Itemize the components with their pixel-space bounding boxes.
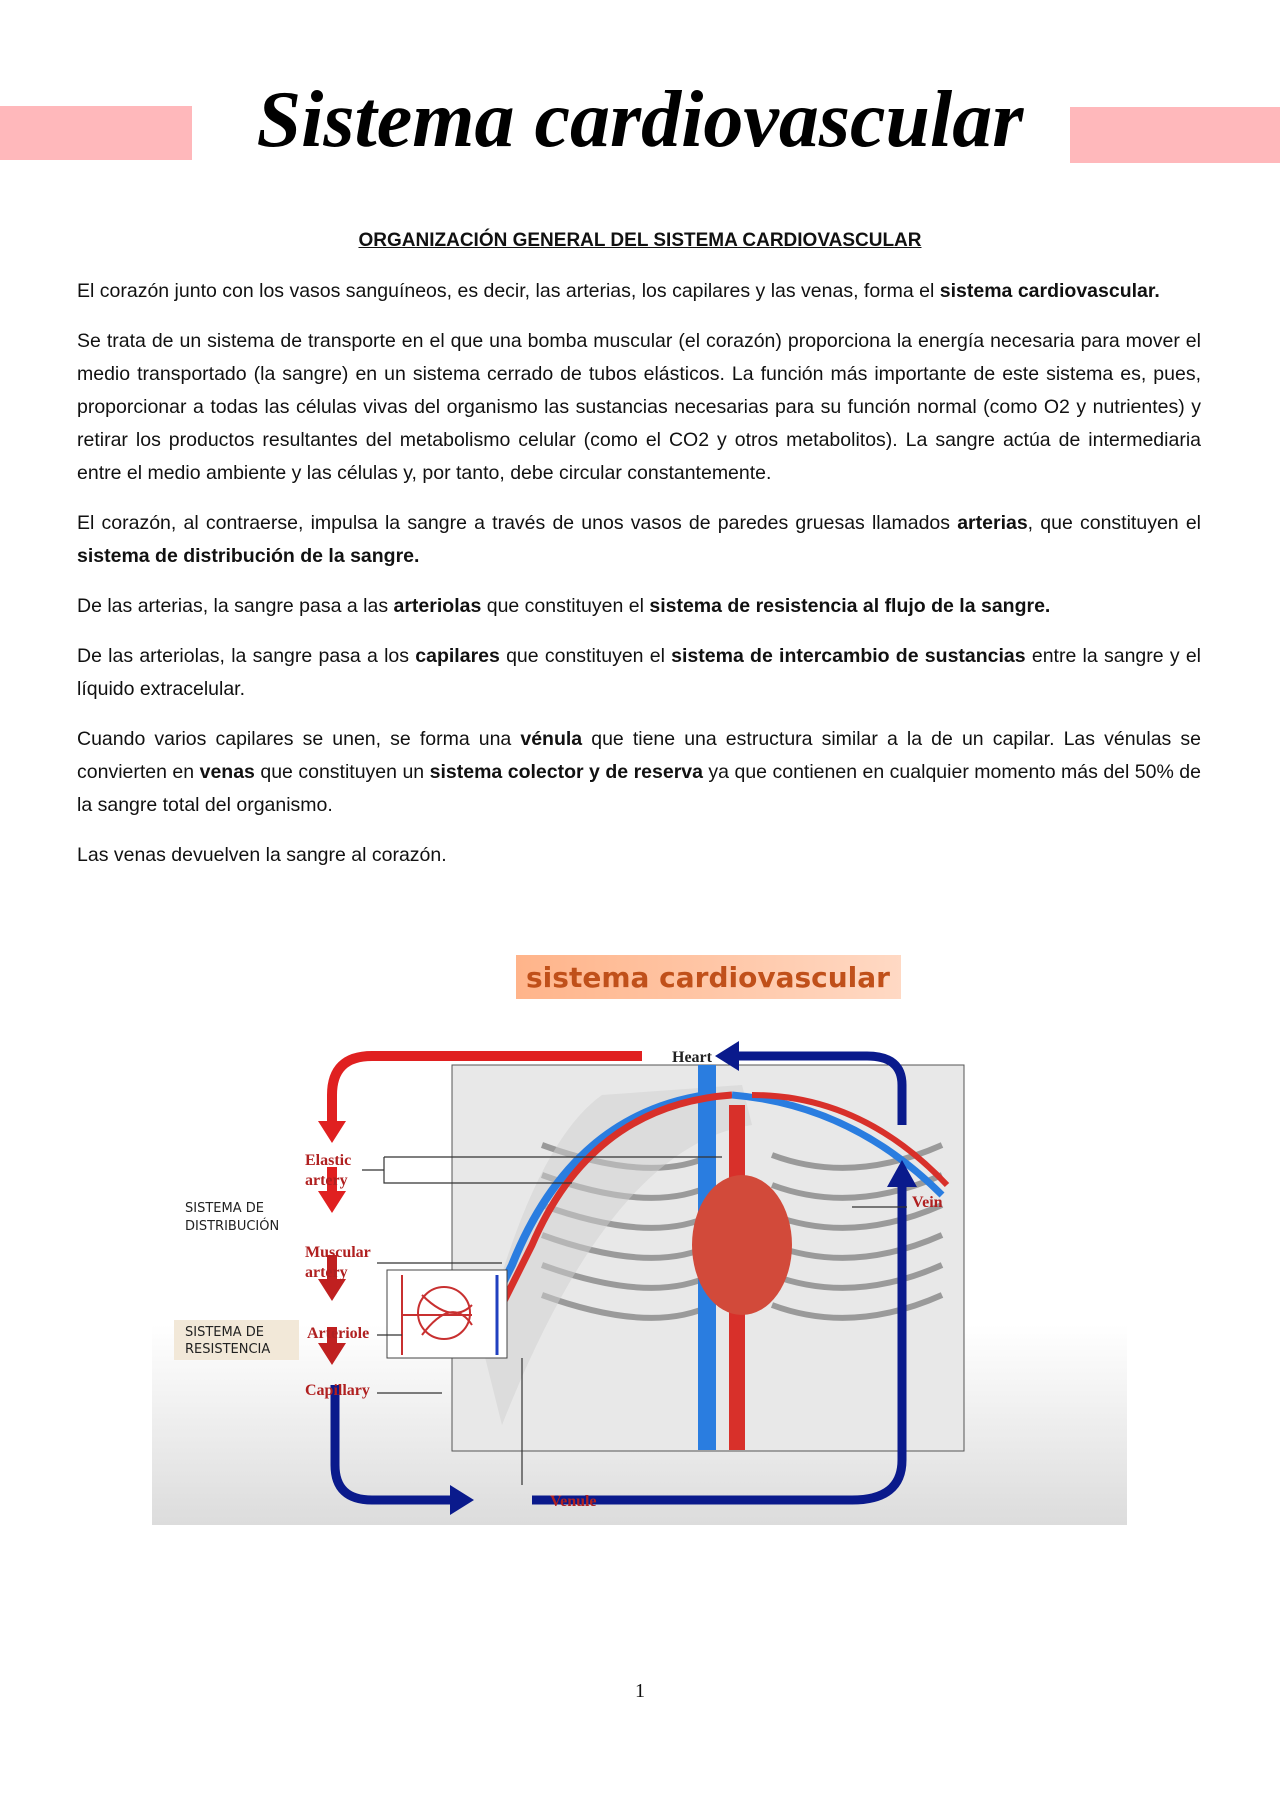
text-run: que constituyen el (499, 645, 672, 667)
text-run: que constituyen un (254, 761, 430, 783)
arrow-head-down-icon (318, 1279, 346, 1301)
bold-term: sistema de intercambio de sustancias (671, 645, 1026, 667)
text-run: ya que contienen en cualquier momento más del 50% de la sangre total del organismo. (77, 761, 1201, 816)
label-sistema-resistencia-2: RESISTENCIA (185, 1342, 271, 1357)
text-run: El corazón junto con los vasos sanguíneos, es decir, las arterias, los capilares y las venas, forma el (77, 280, 940, 302)
text-run: , que constituyen el (1027, 512, 1201, 534)
page-title: Sistema cardiovascular (256, 76, 1024, 164)
bold-term: arterias (957, 512, 1028, 534)
label-sistema-distribucion: SISTEMA DE (185, 1201, 264, 1216)
diagram-banner-text: sistema cardiovascular (526, 961, 890, 994)
body-text (77, 275, 1201, 889)
bold-term: vénula (520, 728, 583, 750)
label-elastic-artery: Elastic (305, 1152, 352, 1169)
paragraph (77, 275, 1201, 308)
paragraph (77, 723, 1201, 822)
bold-term: sistema cardiovascular. (939, 280, 1160, 302)
text-run: De las arteriolas, la sangre pasa a los (77, 645, 416, 667)
label-arteriole: Arteriole (307, 1325, 370, 1342)
paragraph (77, 640, 1201, 706)
label-heart: Heart (672, 1049, 712, 1066)
text-run: que constituyen el (481, 595, 650, 617)
heart-illustration (692, 1175, 792, 1315)
section-heading: ORGANIZACIÓN GENERAL DEL SISTEMA CARDIOVASCULAR (358, 230, 922, 251)
label-muscular-artery: Muscular (305, 1244, 371, 1261)
label-sistema-distribucion-2: DISTRIBUCIÓN (185, 1219, 280, 1234)
text-run: Cuando varios capilares se unen, se forma una (77, 728, 521, 750)
text-run: que tiene una estructura similar a la de un capilar. Las vénulas se convierten en (77, 728, 1201, 783)
paragraph (77, 590, 1201, 623)
bold-term: arteriolas (393, 595, 482, 617)
cardiovascular-diagram (152, 945, 1127, 1525)
paragraph (77, 507, 1201, 573)
bold-term: sistema colector y de reserva (429, 761, 703, 783)
bold-term: capilares (415, 645, 500, 667)
label-elastic-artery-2: artery (305, 1172, 348, 1189)
text-run: El corazón, al contraerse, impulsa la sangre a través de unos vasos de paredes gruesas llamados (77, 512, 958, 534)
paragraph (77, 839, 1201, 872)
paragraph (77, 325, 1201, 490)
bold-term: venas (199, 761, 255, 783)
page-number: 1 (635, 1680, 645, 1702)
text-run: entre la sangre y el líquido extracelular. (77, 645, 1202, 700)
text-run: De las arterias, la sangre pasa a las (77, 595, 394, 617)
label-capillary: Capillary (305, 1382, 370, 1399)
text-run: Se trata de un sistema de transporte en el que una bomba muscular (el corazón) proporciona la energía necesaria para mover el medio transportado (la sangre) en un sistema cerrado de tubos elásticos. La función más importante de este sistema es, pues, proporcionar a todas las células vivas del organismo las sustancias necesarias para su función normal (como O2 y nutrientes) y retirar los productos resultantes del metabolismo celular (como el CO2 y otros metabolitos). La sangre actúa de intermediaria entre el medio ambiente y las células y, por tanto, debe circular constantemente. (77, 330, 1201, 484)
text-run: Las venas devuelven la sangre al corazón. (77, 844, 447, 866)
bold-term: sistema de distribución de la sangre. (77, 545, 420, 567)
arrow-head-down-icon (318, 1191, 346, 1213)
label-muscular-artery-2: artery (305, 1264, 348, 1281)
label-venule: Venule (550, 1493, 597, 1510)
label-vein: Vein (912, 1194, 943, 1211)
label-sistema-resistencia: SISTEMA DE (185, 1325, 264, 1340)
arrow-head-down-icon (318, 1121, 346, 1143)
bold-term: sistema de resistencia al flujo de la sangre. (649, 595, 1051, 617)
